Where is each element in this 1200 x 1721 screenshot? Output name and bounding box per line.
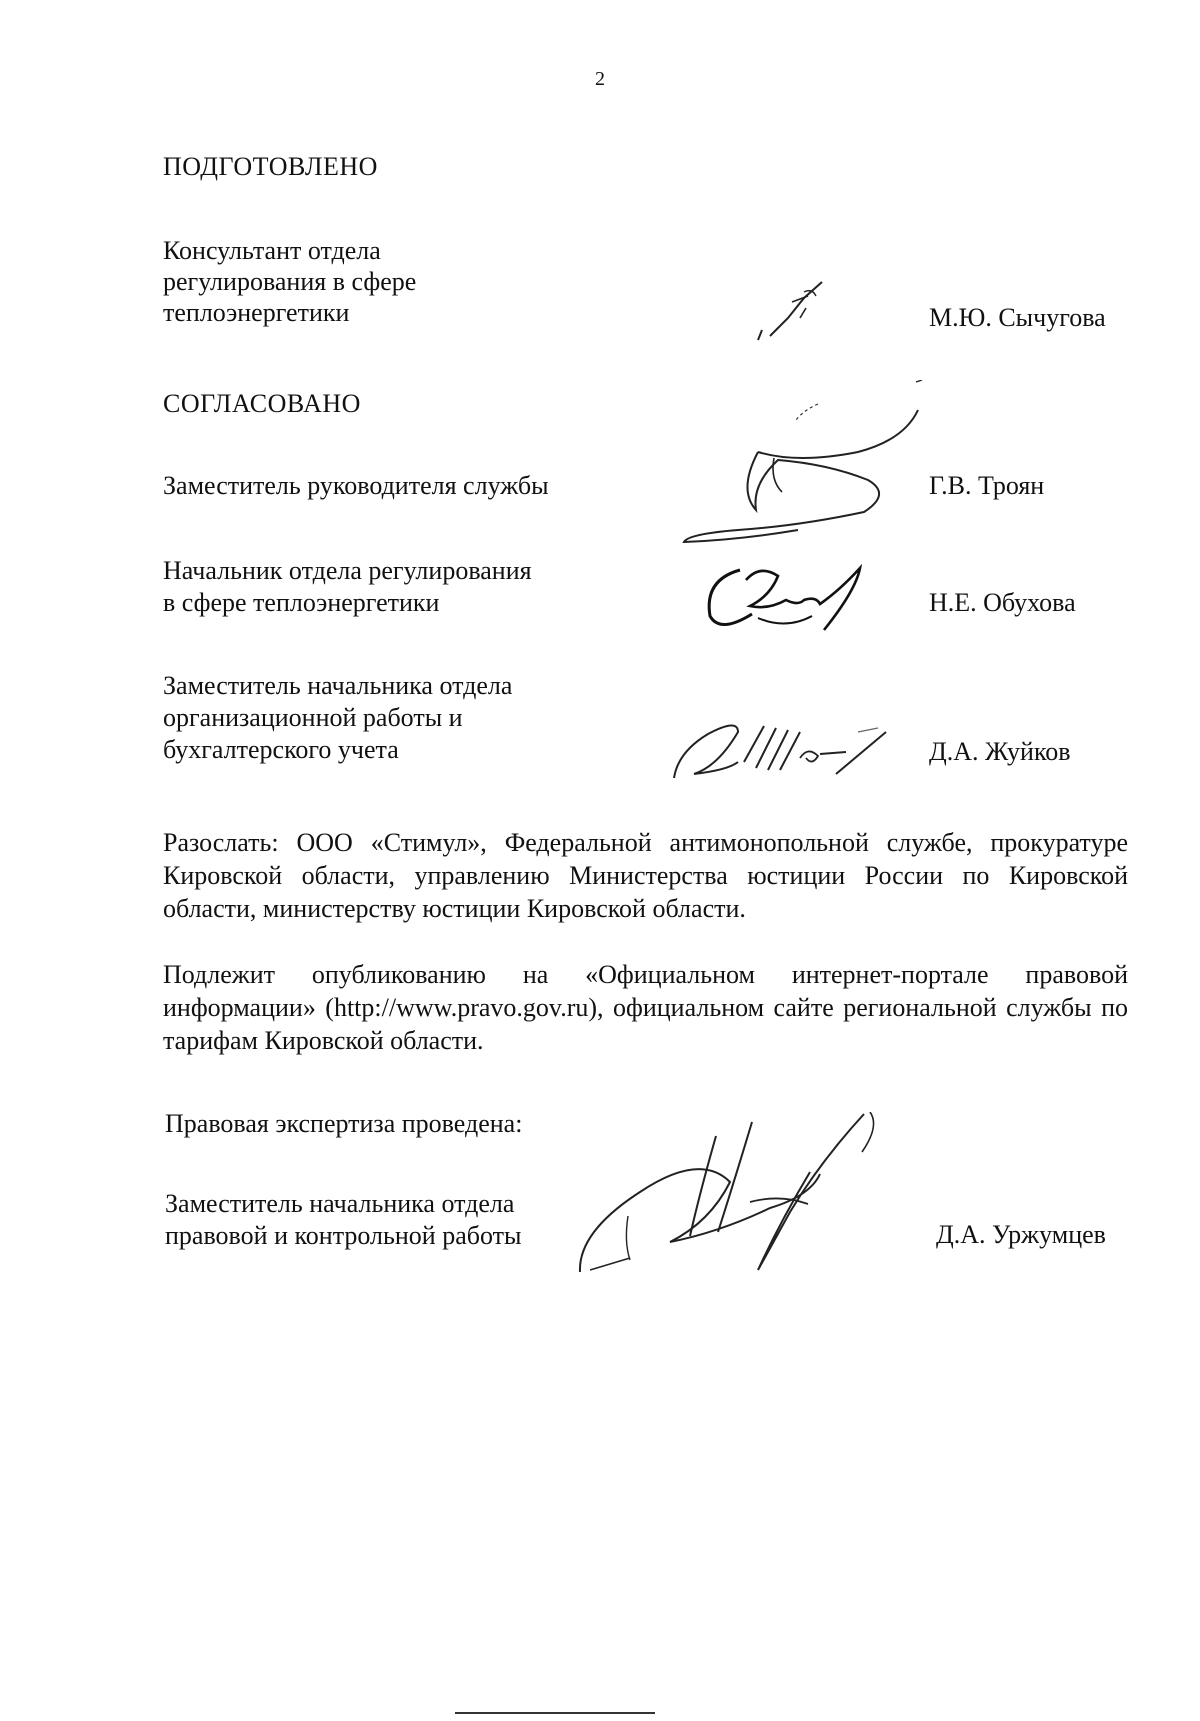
signatory-position-line: в сфере теплоэнергетики — [163, 588, 440, 617]
prepared-position-line: регулирования в сфере — [163, 267, 417, 296]
signatory-position-line: организационной работы и — [163, 703, 463, 732]
prepared-position-line: Консультант отдела — [163, 236, 381, 265]
signatory-position: Заместитель руководителя службы — [163, 471, 549, 500]
signature-zhuykov — [668, 712, 908, 787]
footer-divider — [455, 1712, 655, 1714]
legal-review-position-line: Заместитель начальника отдела — [165, 1189, 515, 1218]
signature-urzhumtsev — [570, 1112, 900, 1282]
agreed-heading: СОГЛАСОВАНО — [163, 389, 361, 418]
page-number: 2 — [595, 68, 605, 90]
signature-troyan — [678, 380, 928, 555]
signatory-name: Д.А. Жуйков — [929, 737, 1071, 766]
legal-review-statement: Правовая экспертиза проведена: — [165, 1109, 523, 1138]
signature-obukhova — [700, 560, 870, 640]
publication-paragraph: Подлежит опубликованию на «Официальном интернет-портале правовой информации» (http://www.pravo.gov.ru), официальном сайте региональной службы по тарифам Кировской области. — [163, 960, 1128, 1055]
signatory-name: Н.Е. Обухова — [929, 588, 1076, 617]
prepared-position-line: теплоэнергетики — [163, 298, 350, 327]
legal-review-name: Д.А. Уржумцев — [936, 1220, 1106, 1249]
prepared-name: М.Ю. Сычугова — [929, 303, 1106, 332]
signature-sychugova — [748, 278, 838, 348]
signatory-name: Г.В. Троян — [929, 471, 1045, 500]
signatory-position-line: бухгалтерского учета — [163, 735, 399, 764]
legal-review-position-line: правовой и контрольной работы — [165, 1221, 522, 1250]
distribution-paragraph: Разослать: ООО «Стимул», Федеральной антимонопольной службе, прокуратуре Кировской области, управлению Министерства юстиции России по Кировской области, министерству юстиции Кировской области. — [163, 828, 1128, 923]
signatory-position — [163, 555, 532, 619]
signatory-position — [163, 670, 512, 766]
signatory-position-line: Начальник отдела регулирования — [163, 556, 532, 585]
signatory-position-line: Заместитель начальника отдела — [163, 671, 513, 700]
prepared-position — [163, 235, 416, 328]
legal-review-position — [165, 1188, 521, 1252]
prepared-heading: ПОДГОТОВЛЕНО — [163, 152, 378, 181]
